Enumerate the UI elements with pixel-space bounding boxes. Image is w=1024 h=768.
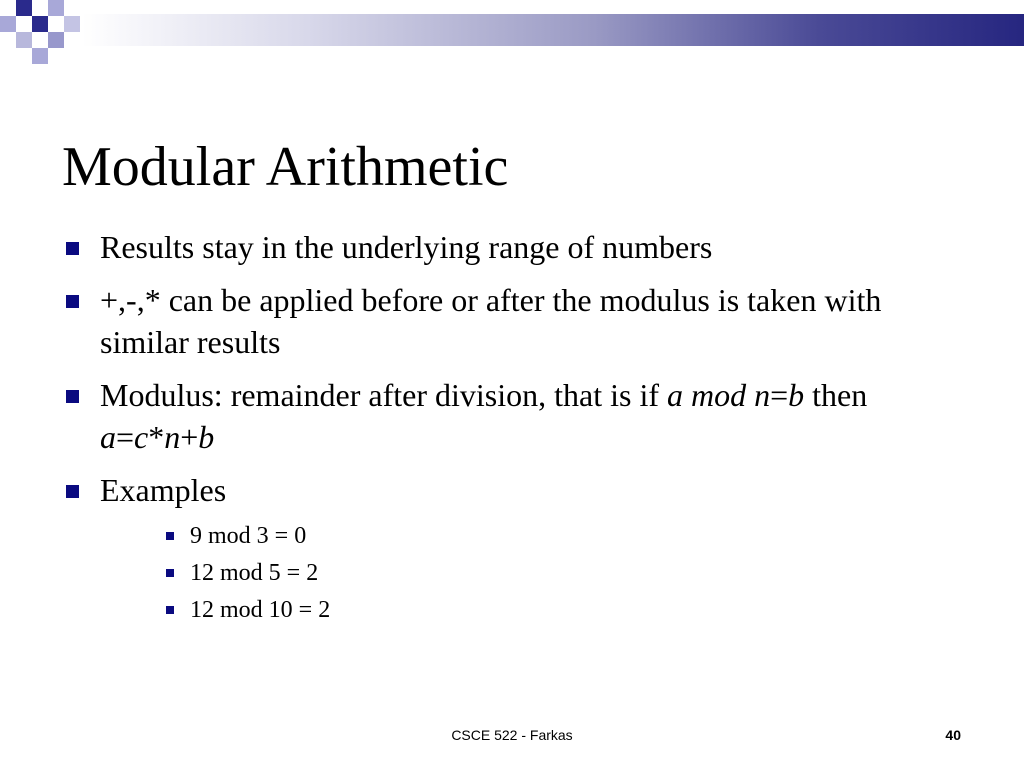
bullet-text bbox=[100, 377, 867, 455]
bullet-text: Results stay in the underlying range of numbers bbox=[100, 229, 713, 265]
square-bullet-icon bbox=[66, 390, 79, 403]
bullet-italic-part: a bbox=[100, 419, 116, 455]
logo-square-light bbox=[64, 16, 80, 32]
bullet-text-part: = bbox=[116, 419, 135, 455]
bullet-text-part: then bbox=[804, 377, 868, 413]
square-bullet-icon bbox=[166, 569, 174, 577]
footer-page-number: 40 bbox=[945, 727, 961, 743]
logo-square-dark bbox=[16, 0, 32, 16]
square-bullet-icon bbox=[166, 532, 174, 540]
corner-squares-logo bbox=[0, 0, 80, 64]
header-gradient-band bbox=[0, 14, 1024, 46]
logo-square-light bbox=[0, 16, 16, 32]
logo-square-light bbox=[48, 32, 64, 48]
bullet-item bbox=[62, 469, 962, 511]
square-bullet-icon bbox=[66, 242, 79, 255]
logo-square-light bbox=[32, 48, 48, 64]
bullet-item bbox=[62, 374, 962, 458]
bullet-italic-part: b bbox=[788, 377, 805, 413]
square-bullet-icon bbox=[66, 485, 79, 498]
square-bullet-icon bbox=[66, 295, 79, 308]
sub-bullet-group bbox=[62, 522, 962, 624]
bullet-italic-part: b bbox=[198, 419, 215, 455]
logo-square-dark bbox=[32, 16, 48, 32]
bullet-item bbox=[62, 279, 962, 363]
bullet-text-part: + bbox=[180, 419, 199, 455]
bullet-list bbox=[62, 226, 962, 633]
bullet-text: Examples bbox=[100, 472, 227, 508]
sub-bullet-text: 12 mod 5 = 2 bbox=[190, 560, 319, 586]
bullet-item bbox=[62, 226, 962, 268]
bullet-italic-part: c bbox=[134, 419, 149, 455]
bullet-italic-part: a mod n bbox=[667, 377, 771, 413]
bullet-text-part: = bbox=[770, 377, 789, 413]
sub-bullet-item bbox=[62, 596, 962, 624]
sub-bullet-text: 9 mod 3 = 0 bbox=[190, 523, 307, 549]
logo-square-light bbox=[48, 0, 64, 16]
footer-course-label: CSCE 522 - Farkas bbox=[451, 727, 573, 743]
logo-square-light bbox=[16, 32, 32, 48]
sub-bullet-item bbox=[62, 559, 962, 587]
slide-title: Modular Arithmetic bbox=[62, 136, 509, 198]
bullet-text: +,-,* can be applied before or after the modulus is taken with similar results bbox=[100, 282, 882, 360]
bullet-text-part: * bbox=[148, 419, 165, 455]
bullet-italic-part: n bbox=[164, 419, 181, 455]
sub-bullet-list bbox=[62, 522, 962, 624]
sub-bullet-text: 12 mod 10 = 2 bbox=[190, 597, 331, 623]
sub-bullet-item bbox=[62, 522, 962, 550]
bullet-text-part: Modulus: remainder after division, that is if bbox=[100, 377, 667, 413]
square-bullet-icon bbox=[166, 606, 174, 614]
